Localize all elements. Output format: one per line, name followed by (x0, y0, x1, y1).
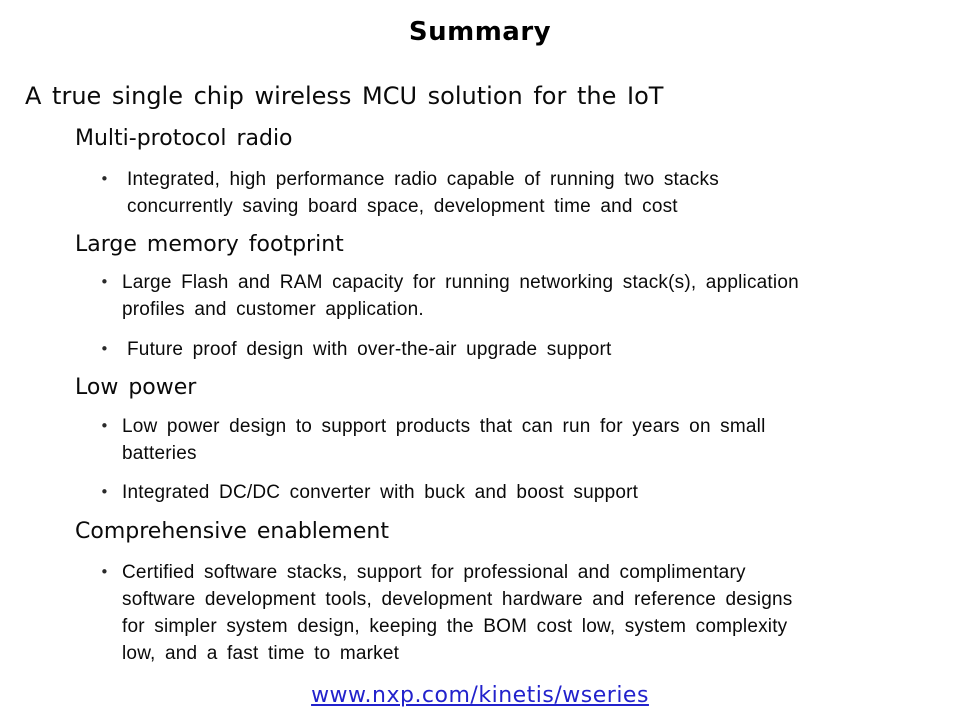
section-heading-comprehensive-enablement: Comprehensive enablement (75, 519, 389, 544)
bullet-item (100, 559, 940, 667)
bullet-line: profiles and customer application. (122, 299, 424, 320)
bullet-icon: • (100, 170, 109, 188)
bullet-text (122, 559, 792, 667)
bullet-text (122, 269, 799, 323)
bullet-icon: • (100, 273, 109, 291)
slide-title: Summary (408, 17, 552, 47)
bullet-item (100, 269, 940, 323)
bullet-line: batteries (122, 443, 197, 464)
bullet-line: Certified software stacks, support for professional and complimentary (122, 562, 746, 583)
bullet-text (122, 413, 766, 467)
bullet-line: for simpler system design, keeping the BOM cost low, system complexity (122, 616, 788, 637)
bullet-line: Future proof design with over-the-air upgrade support (127, 339, 612, 360)
bullet-icon: • (100, 483, 109, 501)
section-heading-large-memory-footprint: Large memory footprint (75, 232, 344, 257)
bullet-icon: • (100, 417, 109, 435)
bullet-item (100, 166, 940, 220)
bullet-line: Large Flash and RAM capacity for running networking stack(s), application (122, 272, 799, 293)
bullet-text (122, 479, 638, 506)
section-heading-multi-protocol-radio: Multi-protocol radio (75, 126, 293, 151)
nxp-kinetis-wseries-link[interactable]: www.nxp.com/kinetis/wseries (311, 683, 649, 708)
bullet-line: software development tools, development hardware and reference designs (122, 589, 793, 610)
bullet-icon: • (100, 563, 109, 581)
bullet-item (100, 479, 940, 506)
bullet-item (100, 413, 940, 467)
bullet-line: Integrated, high performance radio capable of running two stacks (127, 169, 719, 190)
main-heading: A true single chip wireless MCU solution for the IoT (25, 82, 664, 110)
bullet-item (100, 336, 940, 363)
bullet-line: Integrated DC/DC converter with buck and boost support (122, 482, 639, 503)
footer-link-row (0, 681, 960, 711)
bullet-text (122, 336, 612, 363)
bullet-icon: • (100, 340, 109, 358)
bullet-line: low, and a fast time to market (122, 643, 400, 664)
bullet-text (122, 166, 719, 220)
bullet-line: concurrently saving board space, development time and cost (127, 196, 678, 217)
section-heading-low-power: Low power (75, 375, 197, 400)
bullet-line: Low power design to support products that can run for years on small (122, 416, 766, 437)
